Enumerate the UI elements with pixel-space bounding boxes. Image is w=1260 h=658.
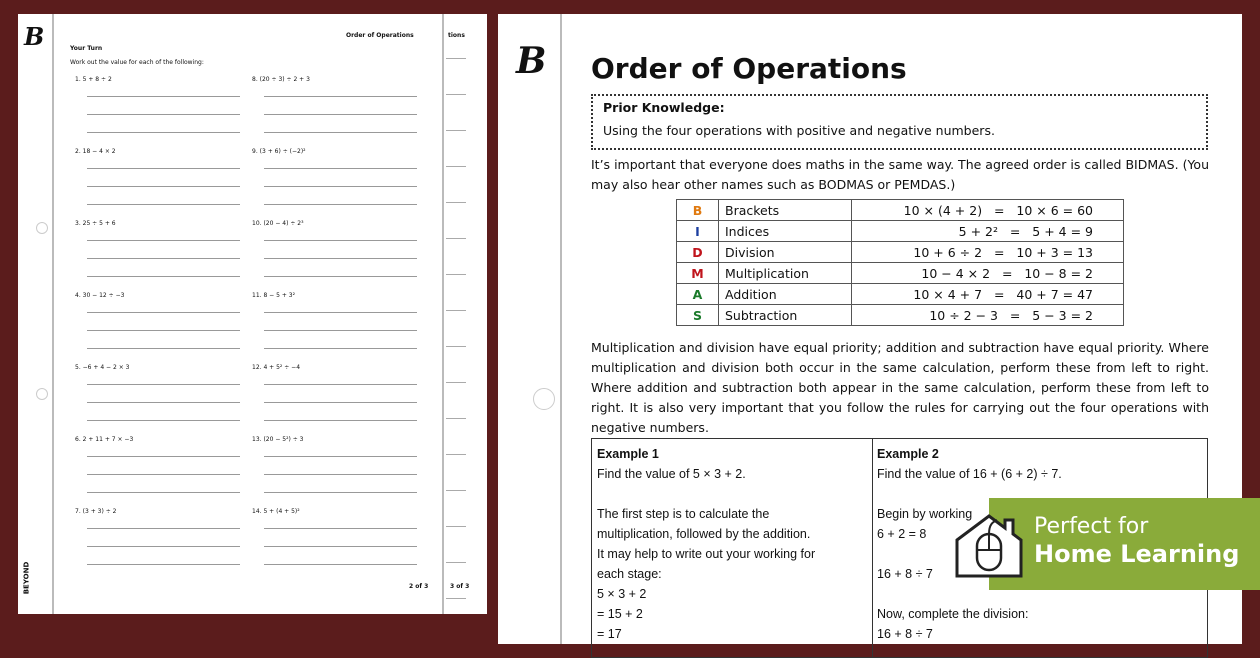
bidmas-name: Addition (719, 284, 852, 305)
answer-line (264, 132, 417, 133)
worksheet-problem: 13. (20 − 5²) ÷ 3 (252, 436, 304, 443)
answer-line (264, 420, 417, 421)
bidmas-expr: 10 ÷ 2 − 3 = 5 − 3 = 2 (852, 305, 1124, 326)
brand-wordmark: BEYOND (22, 561, 31, 595)
punch-hole (533, 388, 555, 410)
bidmas-letter: M (677, 263, 719, 284)
bidmas-table (676, 199, 1124, 326)
answer-line (446, 274, 466, 275)
answer-line (87, 384, 240, 385)
bidmas-row (677, 263, 1124, 284)
answer-line (264, 474, 417, 475)
answer-line (446, 526, 466, 527)
intro-paragraph: It’s important that everyone does maths in the same way. The agreed order is called BIDMAS. (You may also hear other names such as BODMAS or PEMDAS.) (591, 157, 1209, 192)
example-1 (592, 439, 872, 657)
answer-line (446, 166, 466, 167)
worksheet-problem: 3. 25 ÷ 5 + 6 (75, 220, 116, 227)
badge-line-2: Home Learning (1034, 540, 1240, 568)
answer-line (264, 186, 417, 187)
answer-line (446, 58, 466, 59)
example-line: Find the value of 5 × 3 + 2. (597, 467, 746, 481)
page-number: 2 of 3 (409, 583, 429, 590)
example-line: 16 + 8 ÷ 7 (877, 627, 933, 641)
margin-line (52, 14, 54, 614)
answer-line (264, 528, 417, 529)
example-line: 5 × 3 + 2 (597, 587, 647, 601)
prior-knowledge-box (591, 94, 1208, 150)
answer-line (264, 276, 417, 277)
answer-line (87, 330, 240, 331)
answer-line (87, 564, 240, 565)
example-line: each stage: (597, 567, 662, 581)
answer-line (264, 546, 417, 547)
answer-line (446, 598, 466, 599)
answer-line (264, 96, 417, 97)
house-mouse-icon (953, 510, 1025, 582)
bidmas-expr: 5 + 2² = 5 + 4 = 9 (852, 221, 1124, 242)
worksheet-problem: 7. (3 + 3) ÷ 2 (75, 508, 117, 515)
worksheet-header: Order of Operations (346, 32, 414, 39)
bidmas-row (677, 242, 1124, 263)
worksheet-problem: 6. 2 + 11 + 7 × −3 (75, 436, 134, 443)
answer-line (446, 490, 466, 491)
example-2-title: Example 2 (877, 447, 939, 461)
bidmas-letter: I (677, 221, 719, 242)
example-line: = 15 + 2 (597, 607, 643, 621)
answer-line (87, 474, 240, 475)
answer-line (446, 310, 466, 311)
example-line: multiplication, followed by the addition. (597, 527, 811, 541)
answer-line (87, 240, 240, 241)
answer-line (264, 168, 417, 169)
bidmas-name: Brackets (719, 200, 852, 221)
bidmas-name: Multiplication (719, 263, 852, 284)
example-line: It may help to write out your working for (597, 547, 816, 561)
prior-knowledge-heading: Prior Knowledge: (603, 100, 725, 115)
margin-line (560, 14, 562, 644)
worksheet-problem: 12. 4 + 5² ÷ −4 (252, 364, 301, 371)
example-line: 16 + 8 ÷ 7 (877, 567, 933, 581)
answer-line (446, 382, 466, 383)
worksheet-problem: 2. 18 − 4 × 2 (75, 148, 116, 155)
answer-line (87, 348, 240, 349)
answer-line (87, 492, 240, 493)
rules-paragraph: Multiplication and division have equal priority; addition and subtraction have equal priority. Where multiplication and division both occur in the same calculation, perform these from left to right. Where addition and subtraction both appear in the same calculation, perform these from left to right. It is also very important that you follow the rules for carrying out the four operations with negative numbers. (591, 340, 1209, 435)
answer-line (264, 348, 417, 349)
bidmas-name: Subtraction (719, 305, 852, 326)
answer-line (264, 312, 417, 313)
worksheet-problem: 5. −6 + 4 − 2 × 3 (75, 364, 130, 371)
worksheet-page (18, 14, 487, 614)
answer-line (264, 402, 417, 403)
answer-line (264, 258, 417, 259)
answer-line (446, 202, 466, 203)
answer-line (87, 546, 240, 547)
example-line: 6 + 2 = 8 (877, 527, 927, 541)
answer-line (446, 94, 466, 95)
prior-knowledge-text: Using the four operations with positive and negative numbers. (603, 123, 995, 138)
example-line: Find the value of 16 + (6 + 2) ÷ 7. (877, 467, 1062, 481)
example-line: Begin by working (877, 507, 973, 521)
answer-line (264, 456, 417, 457)
bidmas-expr: 10 + 6 ÷ 2 = 10 + 3 = 13 (852, 242, 1124, 263)
bidmas-row (677, 284, 1124, 305)
answer-line (264, 492, 417, 493)
bidmas-row (677, 305, 1124, 326)
worksheet-problem: 1. 5 + 8 ÷ 2 (75, 76, 112, 83)
page-number: 3 of 3 (450, 583, 470, 590)
answer-line (87, 186, 240, 187)
answer-line (87, 528, 240, 529)
page-edge-line (442, 14, 444, 614)
worksheet-problem: 9. (3 + 6) ÷ (−2)² (252, 148, 306, 155)
page-title: Order of Operations (591, 52, 907, 85)
worksheet-problem: 8. (20 ÷ 3) ÷ 2 + 3 (252, 76, 310, 83)
bidmas-expr: 10 − 4 × 2 = 10 − 8 = 2 (852, 263, 1124, 284)
worksheet-problem: 11. 8 − 5 + 3² (252, 292, 295, 299)
answer-line (446, 418, 466, 419)
worksheet-heading: Your Turn (70, 45, 103, 52)
bidmas-row (677, 221, 1124, 242)
answer-line (264, 330, 417, 331)
home-learning-badge (989, 498, 1260, 590)
bidmas-name: Division (719, 242, 852, 263)
worksheet-problem: 10. (20 − 4) ÷ 2³ (252, 220, 304, 227)
punch-hole (36, 388, 48, 400)
bidmas-name: Indices (719, 221, 852, 242)
answer-line (87, 312, 240, 313)
worksheet-problem: 14. 5 + (4 + 5)² (252, 508, 300, 515)
bidmas-letter: S (677, 305, 719, 326)
answer-line (87, 96, 240, 97)
answer-line (446, 562, 466, 563)
example-line: Now, complete the division: (877, 607, 1029, 621)
answer-line (264, 204, 417, 205)
answer-line (446, 238, 466, 239)
answer-line (87, 114, 240, 115)
answer-line (264, 384, 417, 385)
answer-line (446, 346, 466, 347)
answer-line (87, 420, 240, 421)
answer-line (264, 114, 417, 115)
answer-line (264, 240, 417, 241)
badge-line-1: Perfect for (1034, 514, 1149, 539)
bidmas-letter: B (677, 200, 719, 221)
example-line (597, 484, 867, 504)
answer-line (87, 132, 240, 133)
brand-logo: B (516, 40, 547, 82)
answer-line (87, 402, 240, 403)
punch-hole (36, 222, 48, 234)
answer-line (87, 276, 240, 277)
worksheet-problem: 4. 30 − 12 ÷ −3 (75, 292, 125, 299)
example-1-title: Example 1 (597, 447, 659, 461)
example-line: = 17 (597, 627, 622, 641)
brand-logo: B (24, 22, 45, 51)
bidmas-letter: D (677, 242, 719, 263)
answer-line (87, 258, 240, 259)
answer-line (446, 130, 466, 131)
answer-line (87, 168, 240, 169)
answer-line (264, 564, 417, 565)
answer-line (446, 454, 466, 455)
worksheet-instruction: Work out the value for each of the following: (70, 59, 204, 66)
bidmas-expr: 10 × 4 + 7 = 40 + 7 = 47 (852, 284, 1124, 305)
bidmas-expr: 10 × (4 + 2) = 10 × 6 = 60 (852, 200, 1124, 221)
example-line: The first step is to calculate the (597, 507, 770, 521)
answer-line (87, 456, 240, 457)
worksheet-header-edge: tions (448, 32, 465, 39)
bidmas-letter: A (677, 284, 719, 305)
bidmas-row (677, 200, 1124, 221)
answer-line (87, 204, 240, 205)
